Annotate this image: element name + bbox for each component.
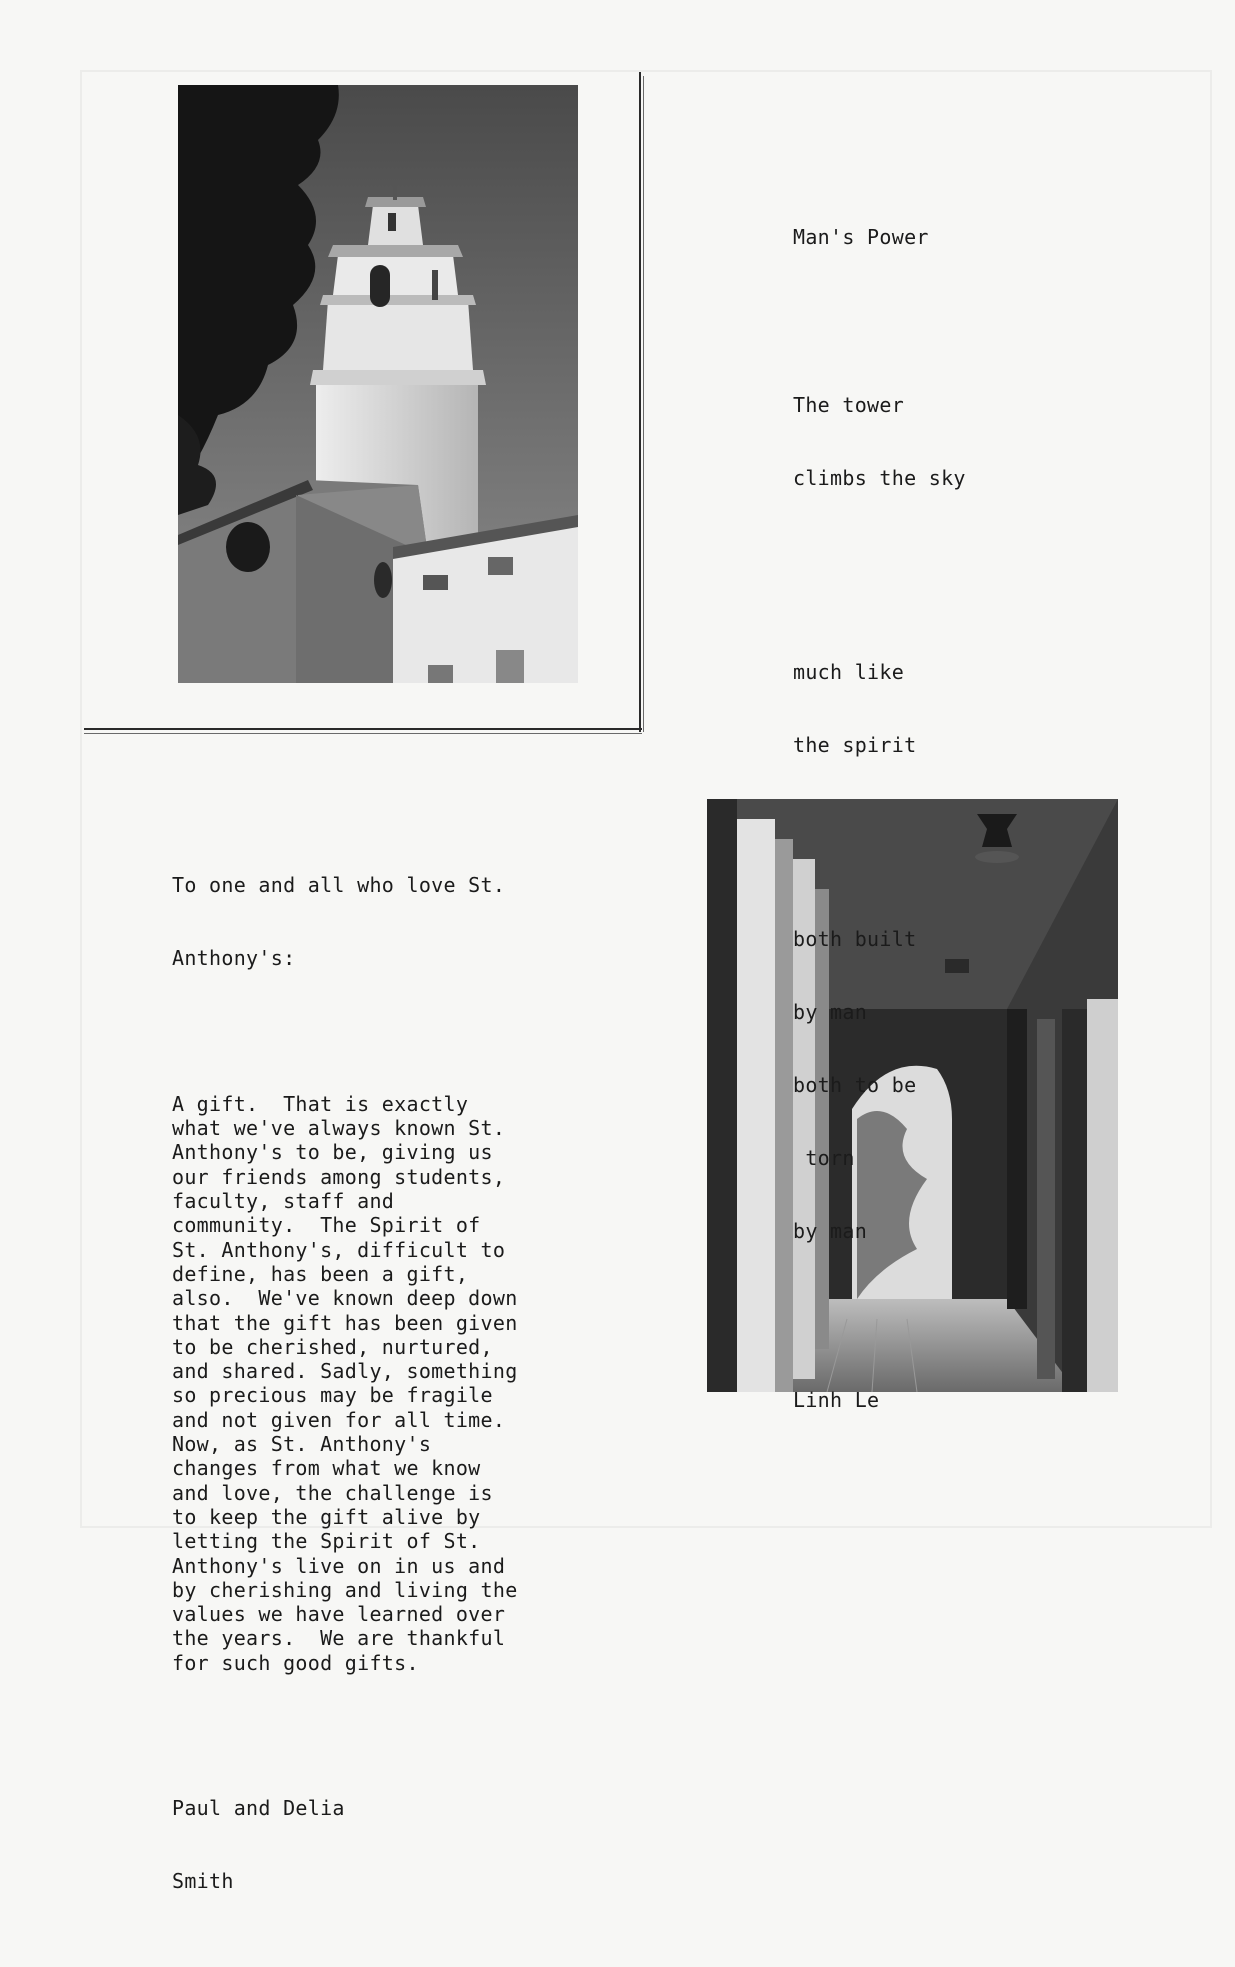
poem-stanza-3 [793, 878, 966, 1291]
divider-horizontal [84, 728, 642, 730]
letter [172, 776, 612, 1967]
signature-line: Paul and Delia [172, 1796, 345, 1821]
letter-body-line: letting the Spirit of St. [172, 1529, 481, 1554]
letter-body-line: changes from what we know [172, 1456, 481, 1481]
letter-signature [172, 1748, 612, 1942]
letter-body-line: and not given for all time. [172, 1407, 506, 1432]
poem-author: Linh Le [793, 1388, 880, 1413]
letter-body-line: what we've always known St. [172, 1116, 506, 1141]
signature-line: Smith [172, 1869, 234, 1894]
poem-line: much like [793, 660, 905, 685]
bell-tower-photo [178, 85, 578, 683]
letter-body-line: St. Anthony's, difficult to [172, 1237, 506, 1262]
divider-vertical [639, 72, 641, 732]
letter-body-line: by cherishing and living the [172, 1577, 518, 1602]
letter-body-line: Anthony's to be, giving us [172, 1140, 493, 1165]
letter-body-line: the years. We are thankful [172, 1626, 506, 1651]
poem-line: by man [793, 1218, 868, 1243]
divider-horizontal-inner [84, 733, 642, 734]
poem [793, 176, 966, 1437]
letter-body-line: and shared. Sadly, something [172, 1359, 518, 1384]
letter-body-line: to be cherished, nurtured, [172, 1334, 493, 1359]
letter-body-line: values we have learned over [172, 1602, 506, 1627]
salutation-line: To one and all who love St. [172, 873, 506, 898]
poem-line: by man [793, 999, 868, 1024]
poem-title: Man's Power [793, 224, 929, 249]
letter-body-line: A gift. That is exactly [172, 1091, 469, 1116]
poem-line: climbs the sky [793, 465, 966, 490]
letter-body-line: our friends among students, [172, 1164, 506, 1189]
letter-body-line: and love, the challenge is [172, 1480, 493, 1505]
letter-body-line: that the gift has been given [172, 1310, 518, 1335]
divider-vertical-inner [643, 76, 644, 732]
poem-line: both built [793, 927, 917, 952]
poem-stanza-1 [793, 344, 966, 538]
letter-body-line: community. The Spirit of [172, 1213, 481, 1238]
poem-line: The tower [793, 393, 905, 418]
poem-line: the spirit [793, 732, 917, 757]
letter-body-line: also. We've known deep down [172, 1286, 518, 1311]
poem-stanza-2 [793, 611, 966, 805]
letter-body-line: so precious may be fragile [172, 1383, 493, 1408]
salutation-line: Anthony's: [172, 946, 296, 971]
letter-body-line: faculty, staff and [172, 1189, 395, 1214]
poem-line: both to be [793, 1072, 917, 1097]
letter-body [172, 1092, 612, 1675]
letter-body-line: define, has been a gift, [172, 1261, 469, 1286]
poem-line: torn [793, 1145, 855, 1170]
letter-body-line: Anthony's live on in us and [172, 1553, 506, 1578]
letter-salutation [172, 825, 612, 1019]
letter-body-line: to keep the gift alive by [172, 1504, 481, 1529]
letter-body-line: for such good gifts. [172, 1650, 419, 1675]
letter-body-line: Now, as St. Anthony's [172, 1432, 432, 1457]
